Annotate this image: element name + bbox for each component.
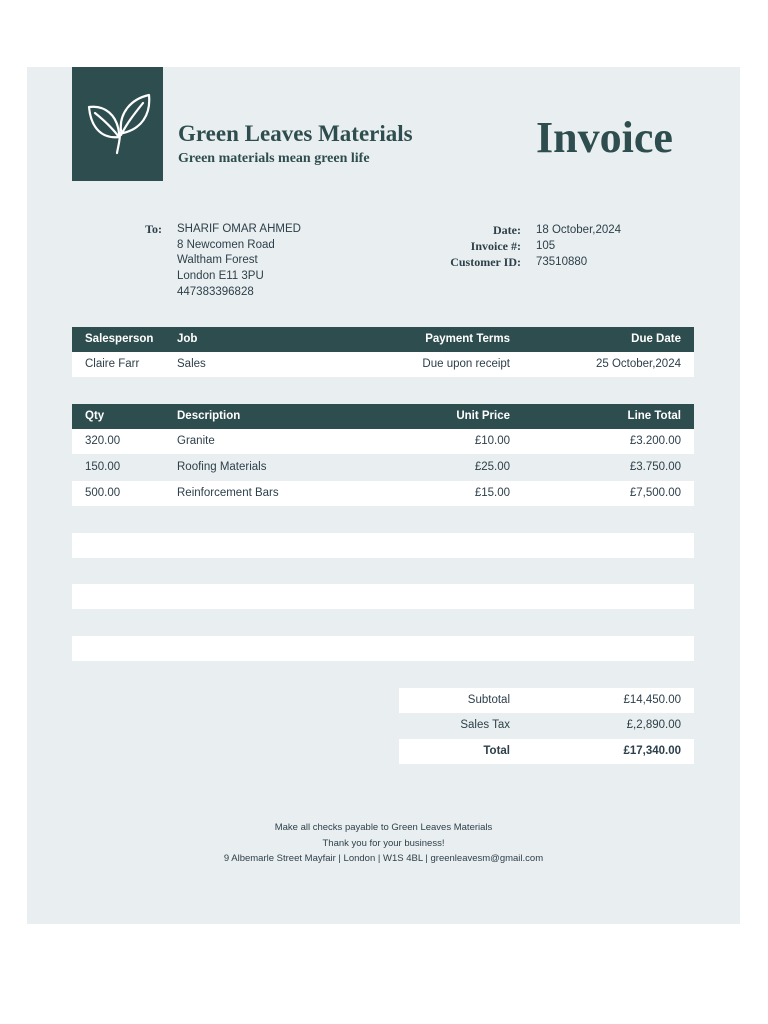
header-line-total: Line Total bbox=[627, 410, 681, 422]
customer-id: 73510880 bbox=[536, 256, 588, 268]
salesperson: Claire Farr bbox=[85, 358, 140, 370]
table-row bbox=[72, 429, 694, 454]
empty-table-row bbox=[72, 610, 694, 635]
empty-table-row bbox=[72, 507, 694, 532]
total-row bbox=[399, 739, 694, 764]
item-qty: 150.00 bbox=[85, 461, 121, 473]
address-line: London E11 3PU bbox=[177, 270, 264, 283]
company-name: Green Leaves Materials bbox=[178, 121, 413, 146]
leaf-icon bbox=[83, 89, 153, 159]
table-row bbox=[72, 455, 694, 480]
total-value: £17,340.00 bbox=[623, 745, 681, 757]
payable-note: Make all checks payable to Green Leaves Materials bbox=[274, 822, 493, 833]
invoice-number-label: Invoice #: bbox=[470, 239, 521, 253]
header-payment-terms: Payment Terms bbox=[425, 333, 510, 345]
customer-id-label: Customer ID: bbox=[450, 255, 521, 269]
invoice-footer bbox=[27, 820, 740, 867]
subtotal-label: Subtotal bbox=[467, 694, 510, 706]
header-job: Job bbox=[177, 333, 198, 345]
items-table-header bbox=[72, 404, 694, 429]
item-unit-price: £10.00 bbox=[474, 435, 510, 447]
company-tagline: Green materials mean green life bbox=[178, 151, 370, 166]
item-line-total: £7,500.00 bbox=[629, 487, 681, 499]
thank-you-note: Thank you for your business! bbox=[322, 837, 445, 849]
item-description: Granite bbox=[177, 435, 215, 447]
job-table-header bbox=[72, 327, 694, 352]
bill-to-address bbox=[177, 222, 301, 301]
empty-table-row bbox=[72, 636, 694, 661]
job: Sales bbox=[177, 358, 206, 370]
header-due-date: Due Date bbox=[631, 333, 681, 345]
bill-to-label: To: bbox=[145, 222, 162, 236]
address-line: Waltham Forest bbox=[177, 254, 258, 267]
job-table-row bbox=[72, 352, 694, 377]
item-qty: 320.00 bbox=[85, 435, 121, 447]
header-description: Description bbox=[177, 410, 241, 422]
subtotal-row bbox=[399, 688, 694, 713]
sales-tax-label: Sales Tax bbox=[460, 719, 510, 731]
payment-terms: Due upon receipt bbox=[422, 358, 510, 370]
invoice-date: 18 October,2024 bbox=[536, 224, 622, 236]
invoice-number: 105 bbox=[536, 240, 556, 252]
invoice-meta-values bbox=[536, 222, 621, 270]
empty-table-row bbox=[72, 533, 694, 558]
invoice-meta-labels bbox=[420, 222, 521, 270]
empty-table-row bbox=[72, 584, 694, 609]
sales-tax-row bbox=[399, 713, 694, 738]
item-qty: 500.00 bbox=[85, 487, 121, 499]
company-logo bbox=[72, 67, 163, 181]
header-qty: Qty bbox=[85, 410, 105, 422]
company-address: 9 Albemarle Street Mayfair | London | W1S 4BL | greenleavesm@gmail.com bbox=[223, 853, 544, 864]
item-unit-price: £25.00 bbox=[474, 461, 510, 473]
date-label: Date: bbox=[493, 223, 521, 237]
item-line-total: £3.750.00 bbox=[629, 461, 681, 473]
subtotal-value: £14,450.00 bbox=[623, 694, 681, 706]
item-line-total: £3.200.00 bbox=[629, 435, 681, 447]
total-label: Total bbox=[483, 745, 510, 757]
table-row bbox=[72, 481, 694, 506]
due-date: 25 October,2024 bbox=[595, 358, 681, 370]
empty-table-row bbox=[72, 559, 694, 584]
item-description: Roofing Materials bbox=[177, 461, 267, 473]
document-title: Invoice bbox=[536, 113, 673, 162]
address-line: 8 Newcomen Road bbox=[177, 238, 275, 251]
customer-phone: 447383396828 bbox=[177, 285, 254, 298]
customer-name: SHARIF OMAR AHMED bbox=[177, 223, 301, 235]
sales-tax-value: £,2,890.00 bbox=[626, 719, 681, 731]
header-unit-price: Unit Price bbox=[456, 410, 510, 422]
item-description: Reinforcement Bars bbox=[177, 487, 279, 499]
item-unit-price: £15.00 bbox=[474, 487, 510, 499]
header-salesperson: Salesperson bbox=[85, 333, 154, 345]
